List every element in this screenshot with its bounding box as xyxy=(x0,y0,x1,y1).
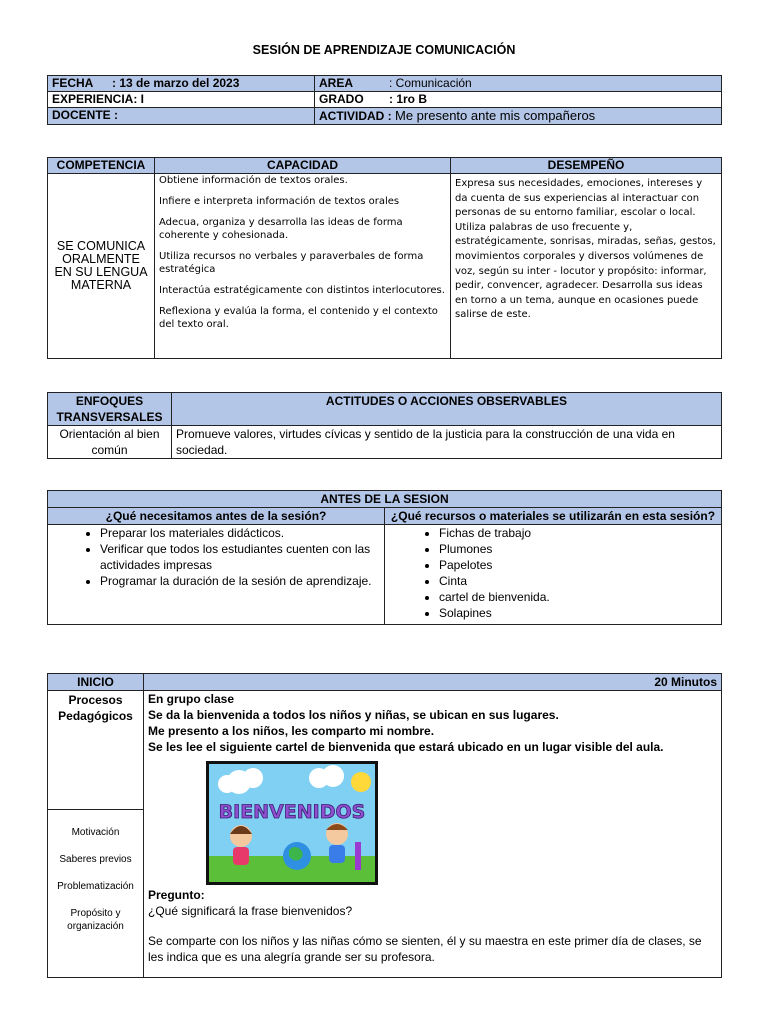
materials-cell xyxy=(385,525,722,625)
fecha-cell xyxy=(48,76,315,92)
step-proposito: Propósito y organización xyxy=(67,908,124,932)
capacidad-header: CAPACIDAD xyxy=(155,158,451,174)
capacidad-item: Reflexiona y evalúa la forma, el contenido y el contexto del texto oral. xyxy=(159,306,438,330)
needs-list xyxy=(52,525,380,589)
grado-cell xyxy=(315,92,722,108)
procesos-steps xyxy=(48,810,143,933)
list-item: • Cinta xyxy=(439,573,717,589)
competencia-name: SE COMUNICA ORALMENTE EN SU LENGUA MATERNA xyxy=(48,174,155,359)
actividad-value: Me presento ante mis compañeros xyxy=(395,108,596,123)
competencia-header: COMPETENCIA xyxy=(48,158,155,174)
antes-question-needs: ¿Qué necesitamos antes de la sesión? xyxy=(48,508,385,525)
list-item: • cartel de bienvenida. xyxy=(439,589,717,605)
inicio-content xyxy=(144,691,722,978)
list-item: • Preparar los materiales didácticos. xyxy=(100,525,380,541)
poster-text: BIENVENIDOS xyxy=(218,801,366,823)
capacidad-item: Interactúa estratégicamente con distintos interlocutores. xyxy=(159,285,445,296)
experiencia-cell: EXPERIENCIA: I xyxy=(48,92,315,108)
capacidad-item: Infiere e interpreta información de textos orales xyxy=(159,196,400,207)
step-motivacion: Motivación xyxy=(71,827,120,838)
procesos-cell xyxy=(48,691,144,978)
enfoque-actitud: Promueve valores, virtudes cívicas y sentido de la justicia para la construcción de una vida en sociedad. xyxy=(172,426,722,459)
inicio-line: Se les lee el siguiente cartel de bienvenida que estará ubicado en un lugar visible del aula. xyxy=(148,740,664,754)
pregunto-label: Pregunto: xyxy=(148,888,205,902)
actividad-label: ACTIVIDAD : xyxy=(319,109,392,123)
actividad-cell xyxy=(315,108,722,125)
actitudes-header: ACTITUDES O ACCIONES OBSERVABLES xyxy=(172,393,722,426)
step-saberes: Saberes previos xyxy=(59,854,132,865)
header-table xyxy=(47,75,722,125)
capacidad-item: Obtiene información de textos orales. xyxy=(159,175,348,186)
desempeno-header: DESEMPEÑO xyxy=(451,158,722,174)
inicio-line: Me presento a los niños, les comparto mi nombre. xyxy=(148,724,435,738)
list-item: • Verificar que todos los estudiantes cuenten con las actividades impresas xyxy=(100,541,380,573)
capacidad-item: Utiliza recursos no verbales y paraverbales de forma estratégica xyxy=(159,251,424,275)
inicio-closing: Se comparte con los niños y las niñas cómo se sienten, él y su maestra en este primer día de clases, se les indica que es una alegría grande ser su profesora. xyxy=(148,934,702,964)
desempeno-text: Expresa sus necesidades, emociones, intereses y da cuenta de sus experiencias al interactuar con personas de su entorno familiar, escolar o local. Utiliza palabras de uso frecuente y, estratégicamente, sonrisas, miradas, señas, gestos, movimientos corporales y diversos volúmenes de voz, según su inter - locutor y propósito: informar, pedir, convencer, agradecer. Desarrolla sus ideas en torno a un tema, aunque en ocasiones puede salirse de este. xyxy=(451,174,722,359)
area-cell xyxy=(315,76,722,92)
welcome-poster-image xyxy=(206,761,378,885)
antes-question-materials: ¿Qué recursos o materiales se utilizarán en esta sesión? xyxy=(385,508,722,525)
inicio-question: ¿Qué significará la frase bienvenidos? xyxy=(148,904,353,918)
list-item: • Solapines xyxy=(439,605,717,621)
antes-table xyxy=(47,490,722,625)
enfoque-name: Orientación al bien común xyxy=(48,426,172,459)
docente-cell: DOCENTE : xyxy=(48,108,315,125)
competencia-table xyxy=(47,157,722,359)
grupo-label: En grupo clase xyxy=(148,692,235,706)
enfoques-table xyxy=(47,392,722,459)
inicio-line: Se da la bienvenida a todos los niños y niñas, se ubican en sus lugares. xyxy=(148,708,559,722)
grado-label: GRADO xyxy=(319,92,364,106)
materials-list xyxy=(389,525,717,621)
list-item: • Programar la duración de la sesión de aprendizaje. xyxy=(100,573,380,589)
grado-value: : 1ro B xyxy=(389,92,428,106)
capacidades-cell xyxy=(155,174,451,359)
antes-title: ANTES DE LA SESION xyxy=(48,491,722,508)
list-item: • Plumones xyxy=(439,541,717,557)
inicio-label: INICIO xyxy=(48,674,144,691)
procesos-label: Procesos Pedagógicos xyxy=(48,691,143,810)
capacidad-item: Adecua, organiza y desarrolla las ideas de forma coherente y cohesionada. xyxy=(159,217,403,241)
list-item: • Fichas de trabajo xyxy=(439,525,717,541)
list-item: • Papelotes xyxy=(439,557,717,573)
page-title: SESIÓN DE APRENDIZAJE COMUNICACIÓN xyxy=(252,43,516,57)
inicio-duration: 20 Minutos xyxy=(144,674,722,691)
area-label: AREA xyxy=(319,76,354,90)
fecha-value: : 13 de marzo del 2023 xyxy=(112,76,240,90)
needs-cell xyxy=(48,525,385,625)
fecha-label: FECHA xyxy=(52,76,94,90)
step-problematizacion: Problematización xyxy=(57,881,134,892)
inicio-table xyxy=(47,673,722,978)
enfoques-header: ENFOQUES TRANSVERSALES xyxy=(48,393,172,426)
welcome-poster-illustration xyxy=(209,764,375,882)
area-value: : Comunicación xyxy=(389,76,472,90)
